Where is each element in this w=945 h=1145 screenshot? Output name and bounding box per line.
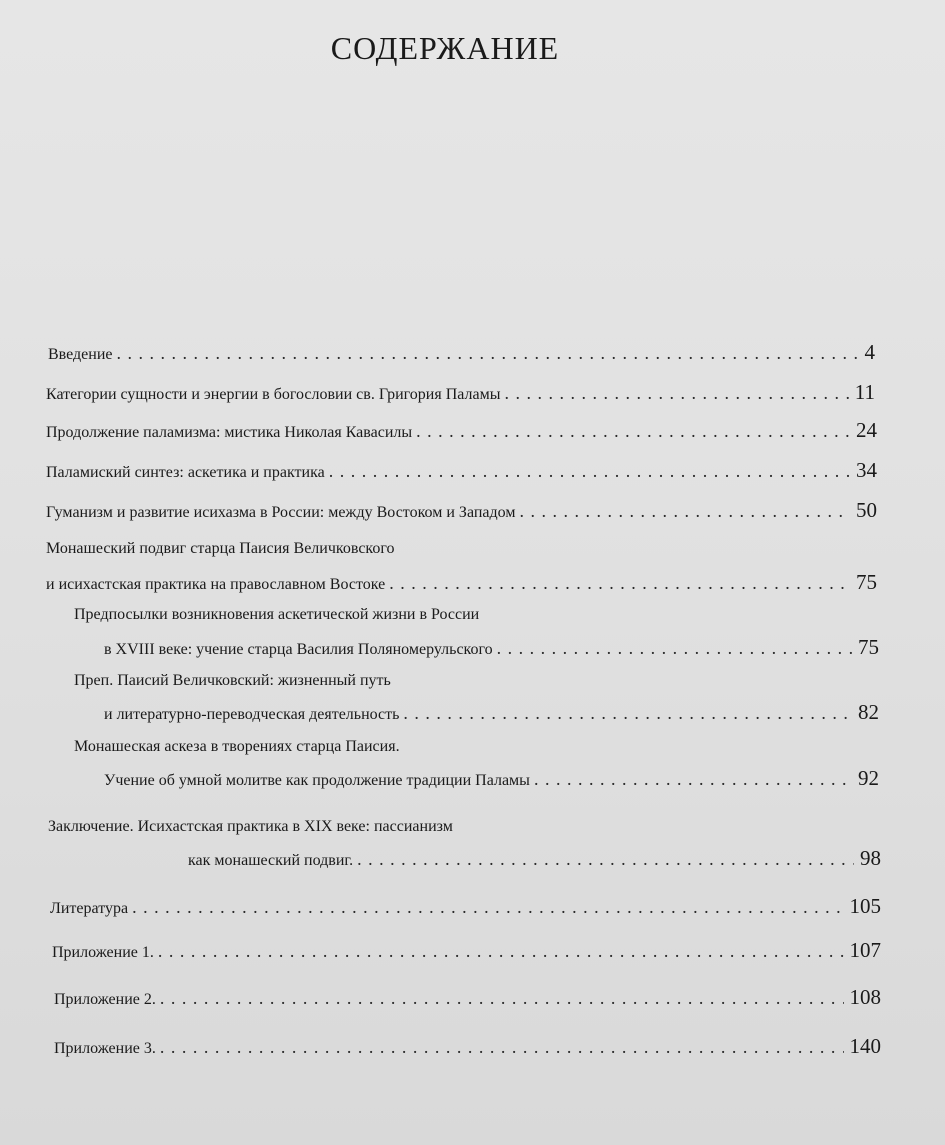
leader-dots [357,849,854,870]
toc-page-number: 75 [856,570,877,594]
leader-dots [519,501,850,522]
leader-dots [389,573,850,594]
toc-page-number: 82 [858,700,879,724]
toc-subentry [104,635,879,660]
toc-entry-title: Приложение 1. [52,944,154,961]
leader-dots [403,703,852,724]
leader-dots [117,343,859,364]
toc-page-number: 75 [858,635,879,659]
toc-page-number: 11 [854,380,875,404]
toc-entry-title: Гуманизм и развитие исихазма в России: между Востоком и Западом [46,504,516,521]
toc-entry [46,498,877,523]
toc-entry-title: Введение [48,346,113,363]
toc-page-number: 105 [849,894,881,918]
toc-entry-line [46,540,395,558]
page-title: СОДЕРЖАНИЕ [330,30,560,66]
leader-dots [416,421,850,442]
toc-entry-title: в XVIII веке: учение старца Василия Поляномерульского [104,641,493,658]
toc-entry-title: Преп. Паисий Величковский: жизненный путь [74,672,391,689]
leader-dots [158,941,844,962]
toc-entry [52,938,881,963]
leader-dots [534,769,852,790]
toc-entry [188,846,881,871]
toc-subentry [104,700,879,725]
toc-entry-title: и исихастская практика на православном Востоке [46,576,386,593]
toc-page-number: 108 [849,985,881,1009]
toc-entry-title: Монашеский подвиг старца Паисия Величковского [46,540,395,557]
toc-entry [46,570,877,595]
toc-entry-title: Литература [50,900,129,917]
toc-entry-title: и литературно-переводческая деятельность [104,706,400,723]
toc-page-number: 140 [849,1034,881,1058]
toc-entry [46,380,875,405]
leader-dots [504,383,848,404]
toc-page-number: 4 [864,340,875,364]
toc-entry-title: как монашеский подвиг. [188,852,354,869]
toc-entry-title: Приложение 2. [54,991,156,1008]
toc-page-number: 107 [849,938,881,962]
toc-entry-title: Паламиский синтез: аскетика и практика [46,464,325,481]
leader-dots [160,988,844,1009]
toc-subentry-line [74,738,400,756]
leader-dots [160,1037,844,1058]
toc-entry [48,340,875,365]
toc-entry-title: Учение об умной молитве как продолжение традиции Паламы [104,772,530,789]
leader-dots [497,638,852,659]
toc-entry [54,1034,881,1059]
toc-entry-line [48,818,453,836]
leader-dots [329,461,850,482]
toc-entry-title: Предпосылки возникновения аскетической жизни в России [74,606,480,623]
toc-entry [54,985,881,1010]
leader-dots [132,897,843,918]
toc-entry-title: Приложение 3. [54,1040,156,1057]
toc-subentry-line [74,672,391,690]
toc-entry-title: Монашеская аскеза в творениях старца Паисия. [74,738,400,755]
toc-page-number: 50 [856,498,877,522]
toc-entry-title: Продолжение паламизма: мистика Николая Кавасилы [46,424,413,441]
toc-subentry-line [74,606,479,624]
toc-entry [46,458,877,483]
toc-entry [50,894,881,919]
toc-entry-title: Заключение. Исихастская практика в XIX веке: пассианизм [48,818,453,835]
toc-page-number: 24 [856,418,877,442]
toc-page-number: 92 [858,766,879,790]
toc-entry [46,418,877,443]
toc-page-number: 98 [860,846,881,870]
toc-subentry [104,766,879,791]
toc-page-number: 34 [856,458,877,482]
toc-entry-title: Категории сущности и энергии в богословии св. Григория Паламы [46,386,501,403]
